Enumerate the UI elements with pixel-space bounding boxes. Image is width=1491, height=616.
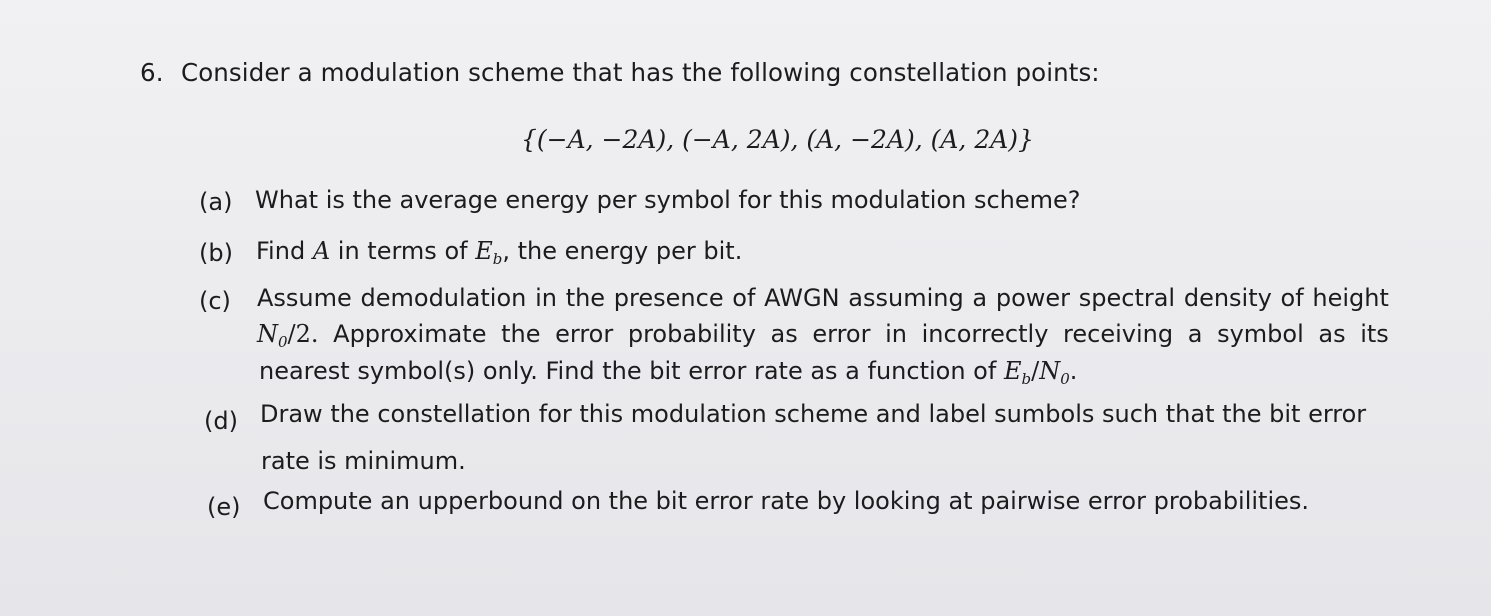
part-c-line-2-word: as: [770, 320, 798, 348]
variable-eb: $E_b$: [475, 237, 503, 268]
part-c-line-1-word: power: [995, 284, 1071, 312]
part-c-line-1-word: AWGN: [764, 284, 840, 312]
part-c-line-2: [257, 320, 1389, 351]
part-c-line-1-word: of: [732, 284, 756, 312]
part-c-line-2-word: probability: [627, 320, 756, 348]
part-c-line-1-word: in: [535, 284, 557, 312]
part-b-text: [256, 237, 742, 268]
part-c-line-3: nearest symbol(s) only. Find the bit error rate as a function of $E_b/N_0$.: [259, 357, 1078, 388]
part-c-line-2-word: its: [1360, 320, 1389, 348]
part-c-line-1-word: presence: [613, 284, 724, 312]
part-c-line-1-word: Assume: [257, 284, 352, 312]
part-b-label: (b): [199, 239, 233, 267]
part-c-line-2-word: error: [812, 320, 871, 348]
part-c-label: (c): [199, 287, 231, 315]
part-c-line-2-word: as: [1318, 320, 1346, 348]
part-c-line-2-word: symbol: [1217, 320, 1304, 348]
part-c-line-1-word: of: [1280, 284, 1304, 312]
part-c-line-2-word: the: [501, 320, 541, 348]
part-c-line-1-word: spectral: [1078, 284, 1176, 312]
part-c-line-1: [257, 284, 1389, 312]
part-e-text: Compute an upperbound on the bit error rate by looking at pairwise error probabilities.: [263, 487, 1310, 515]
part-c-line-2-word: Approximate: [333, 320, 487, 348]
part-c-line-1-word: height: [1312, 284, 1389, 312]
part-b-text-before: Find: [256, 237, 306, 265]
part-a-label: (a): [199, 188, 233, 216]
part-c-line-1-word: demodulation: [360, 284, 527, 312]
part-c-line-1-word: density: [1183, 284, 1272, 312]
part-c-line-2-word: error: [555, 320, 614, 348]
part-c-line-1-word: a: [972, 284, 988, 312]
variable-a: A: [312, 237, 331, 265]
variable-n0: $N_0/2$.: [257, 320, 319, 351]
part-b-text-after: , the energy per bit.: [502, 237, 743, 265]
question-intro: Consider a modulation scheme that has the following constellation points:: [181, 58, 1100, 87]
part-c-line-2-word: incorrectly: [921, 320, 1049, 348]
part-b-text-mid: in terms of: [337, 237, 468, 265]
constellation-formula: {(−A, −2A), (−A, 2A), (A, −2A), (A, 2A)}: [521, 125, 1034, 154]
part-d-line-2: rate is minimum.: [261, 447, 466, 475]
part-c-line-1-word: the: [565, 284, 606, 312]
part-c-line-2-word: in: [885, 320, 907, 348]
part-d-label: (d): [204, 407, 238, 435]
part-e-label: (e): [207, 493, 241, 521]
question-number: 6.: [140, 58, 164, 87]
part-c-line-1-word: assuming: [848, 284, 964, 312]
variable-eb-over-n0: $E_b/N_0$: [1003, 357, 1070, 388]
part-c-line-2-word: a: [1187, 320, 1203, 348]
part-d-line-1: Draw the constellation for this modulation scheme and label sumbols such that the bit error: [260, 400, 1367, 428]
part-c-line-2-word: receiving: [1063, 320, 1174, 348]
part-a-text: What is the average energy per symbol for this modulation scheme?: [255, 186, 1081, 214]
